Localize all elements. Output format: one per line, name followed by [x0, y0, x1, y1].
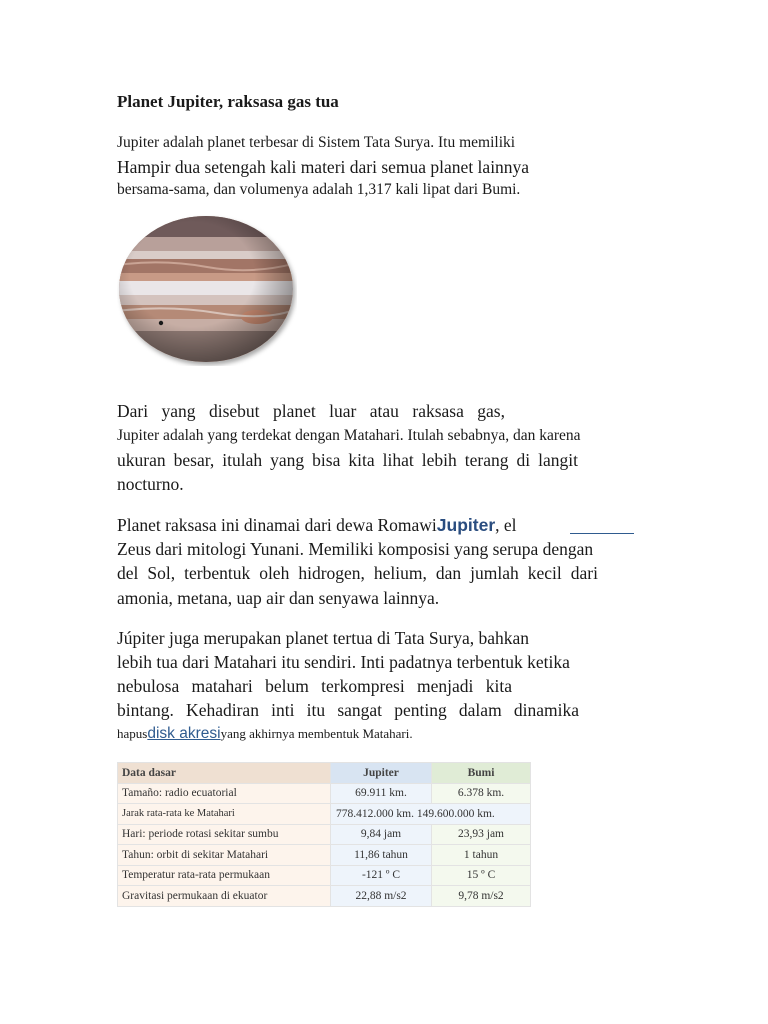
bumi-value: 1 tahun [432, 845, 531, 866]
paragraph-3-line-3: del Sol, terbentuk oleh hidrogen, helium, dan jumlah kecil dari [117, 563, 598, 583]
bumi-value: 23,93 jam [432, 824, 531, 845]
row-label: Jarak rata-rata ke Matahari [118, 804, 331, 825]
paragraph-2-line-1: Dari yang disebut planet luar atau raksasa gas, [117, 401, 505, 421]
paragraph-4-line-4: bintang. Kehadiran inti itu sangat penting dalam dinamika [117, 700, 579, 720]
jupiter-link[interactable]: Jupiter [436, 515, 496, 535]
paragraph-2-line-3: ukuran besar, itulah yang bisa kita lihat lebih terang di langit [117, 450, 578, 470]
distance-values [331, 804, 531, 825]
row-label: Hari: periode rotasi sekitar sumbu [118, 824, 331, 845]
paragraph-4-text-a: hapus [117, 726, 148, 741]
table-row [118, 783, 531, 804]
table-row [118, 804, 531, 825]
paragraph-1-line-1: Jupiter adalah planet terbesar di Sistem Tata Surya. Itu memiliki [117, 134, 516, 151]
paragraph-3-line-1 [117, 515, 517, 536]
paragraph-3-text-b: , el [495, 515, 517, 535]
disk-akresi-link[interactable]: disk akresi [147, 725, 221, 742]
data-table [117, 762, 531, 907]
header-jupiter: Jupiter [331, 763, 432, 784]
row-label: Gravitasi permukaan di ekuator [118, 886, 331, 907]
bumi-value: 6.378 km. [432, 783, 531, 804]
paragraph-3-line-2: Zeus dari mitologi Yunani. Memiliki komposisi yang serupa dengan [117, 539, 594, 559]
paragraph-3-text-a: Planet raksasa ini dinamai dari dewa Romawi [117, 515, 437, 535]
table-row [118, 845, 531, 866]
bumi-value: 149.600.000 km. [416, 807, 495, 820]
paragraph-4-text-b: yang akhirnya membentuk Matahari. [220, 726, 413, 741]
paragraph-1-line-3: bersama-sama, dan volumenya adalah 1,317 kali lipat dari Bumi. [117, 181, 521, 198]
paragraph-4-line-3: nebulosa matahari belum terkompresi menjadi kita [117, 676, 512, 696]
bumi-value: 9,78 m/s2 [432, 886, 531, 907]
paragraph-4-line-1: Júpiter juga merupakan planet tertua di Tata Surya, bahkan [117, 628, 529, 648]
jupiter-value: 69.911 km. [331, 783, 432, 804]
table-row [118, 886, 531, 907]
paragraph-4-line-5 [117, 725, 413, 743]
paragraph-1-line-2: Hampir dua setengah kali materi dari semua planet lainnya [117, 157, 530, 177]
blank-underline [570, 533, 634, 534]
jupiter-value: 22,88 m/s2 [331, 886, 432, 907]
paragraph-2-line-2: Jupiter adalah yang terdekat dengan Matahari. Itulah sebabnya, dan karena [117, 427, 581, 444]
paragraph-2-line-4: nocturno. [117, 474, 184, 494]
jupiter-value: 11,86 tahun [331, 845, 432, 866]
bumi-value: 15 º C [432, 865, 531, 886]
table-header-row [118, 763, 531, 784]
jupiter-value: -121 º C [331, 865, 432, 886]
jupiter-value: 9,84 jam [331, 824, 432, 845]
row-label: Tamaño: radio ecuatorial [118, 783, 331, 804]
jupiter-value: 778.412.000 km. [336, 807, 414, 820]
table-row [118, 865, 531, 886]
jupiter-planet-image [117, 213, 297, 366]
header-data-dasar: Data dasar [118, 763, 331, 784]
paragraph-3-line-4: amonia, metana, uap air dan senyawa lainnya. [117, 588, 440, 608]
row-label: Tahun: orbit di sekitar Matahari [118, 845, 331, 866]
header-bumi: Bumi [432, 763, 531, 784]
table-row [118, 824, 531, 845]
page-title: Planet Jupiter, raksasa gas tua [117, 92, 339, 111]
paragraph-4-line-2: lebih tua dari Matahari itu sendiri. Inti padatnya terbentuk ketika [117, 652, 570, 672]
row-label: Temperatur rata-rata permukaan [118, 865, 331, 886]
